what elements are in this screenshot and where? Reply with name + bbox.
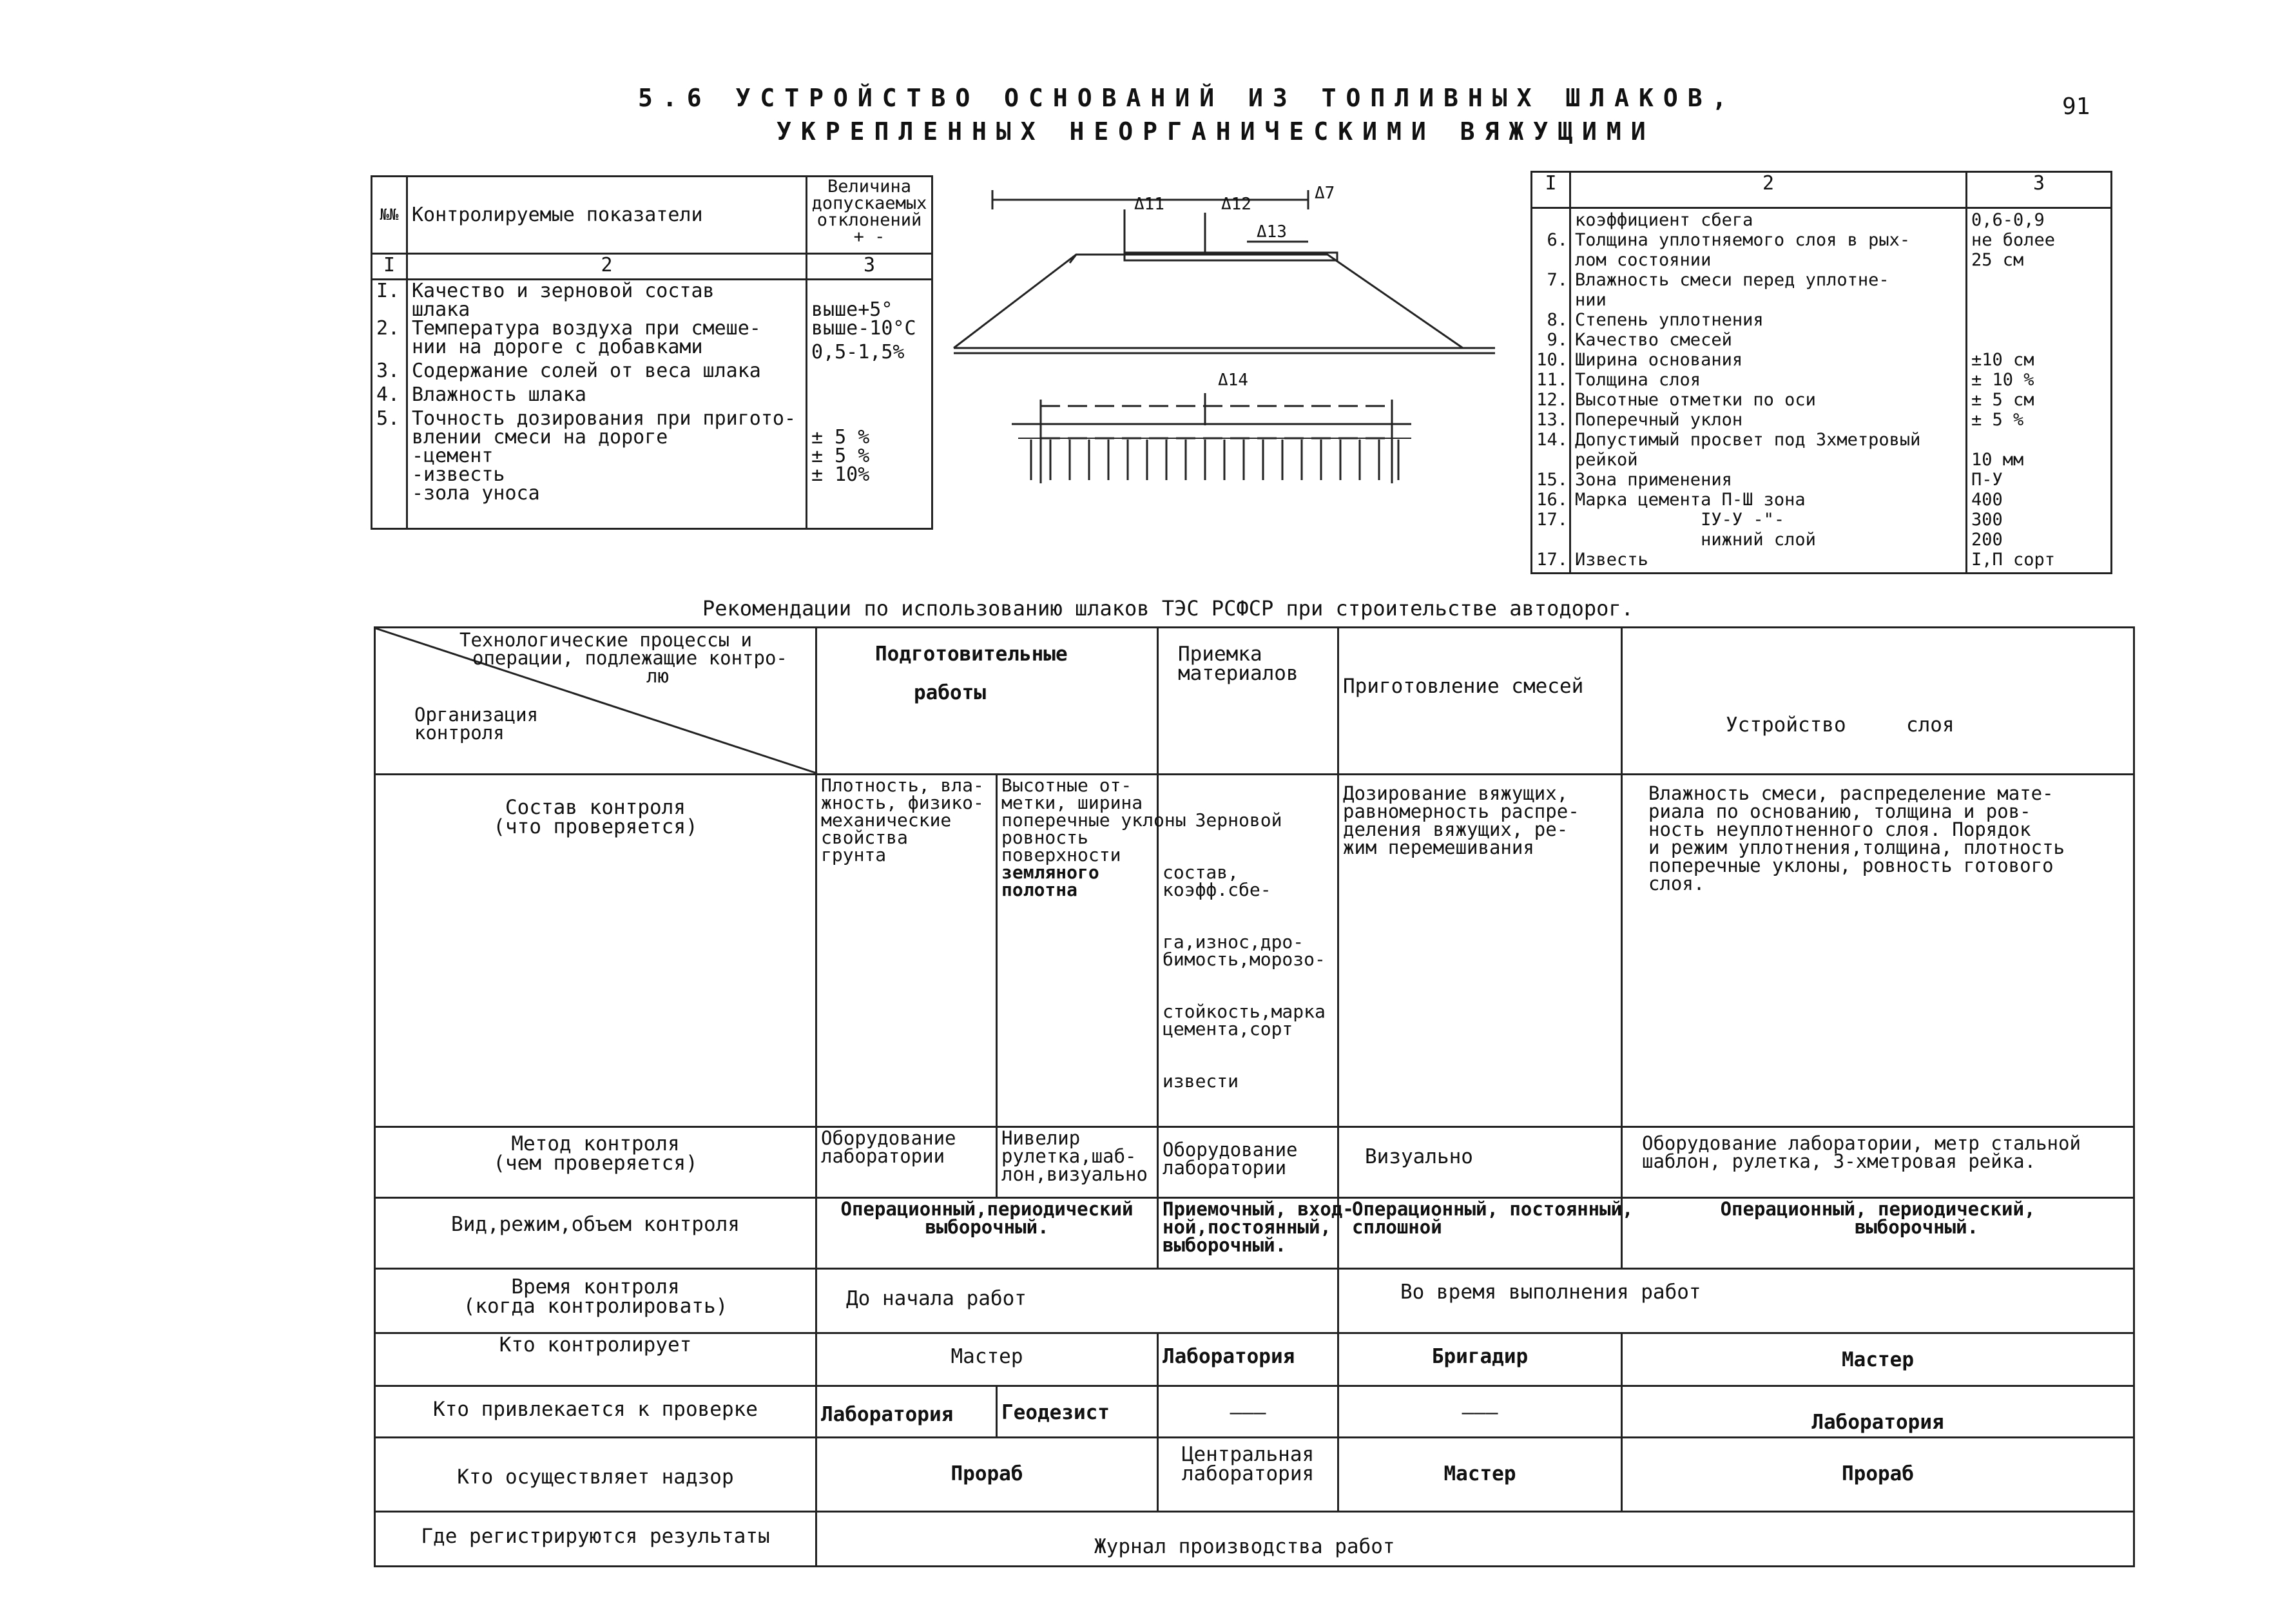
row-numbers: I. 2. 3. 4. 5. (372, 280, 407, 529)
page-number: 91 (2062, 93, 2090, 120)
diag-bottom-text: Организация контроля (414, 704, 539, 744)
row-label-method: Метод контроля (чем проверяется) (375, 1127, 816, 1198)
involved-acceptance: ——— (1158, 1386, 1338, 1438)
dim-label-d11: Δ11 (1134, 195, 1164, 214)
col-header-indicators: Контролируемые показатели (407, 177, 807, 254)
register-journal: Журнал производства работ (816, 1512, 2134, 1567)
tolerance-table-left (371, 175, 933, 530)
who-preparatory: Мастер (816, 1333, 1158, 1386)
diagonal-header-cell (375, 628, 816, 775)
r-tolerance-values: 0,6-0,9 не более 25 см ±10 см ± 10 % ± 5 см ± 5 % 10 мм П-У 400 300 200 I,П сорт (1967, 208, 2112, 574)
tolerance-table-right (1530, 171, 2112, 574)
row-label-composition: Состав контроля (что проверяется) (375, 775, 816, 1127)
dim-label-d14: Δ14 (1218, 371, 1248, 390)
type-layer: Операционный, периодический, выборочный. (1622, 1198, 2134, 1269)
supervision-acceptance: Центральная лаборатория (1158, 1438, 1338, 1512)
method-materials: Оборудование лаборатории (1158, 1127, 1338, 1198)
method-mixing: Визуально (1338, 1127, 1622, 1198)
method-geodesy: Нивелир рулетка,шаб- лон,визуально (997, 1127, 1158, 1198)
col-header-preparatory: Подготовительные работы (816, 628, 1158, 775)
who-mixing: Бригадир (1338, 1333, 1622, 1386)
diag-top-text: Технологические процессы и операции, подлежащие контро- лю (459, 629, 787, 687)
dim-label-d7: Δ7 (1315, 184, 1335, 203)
row-label-type: Вид,режим,объем контроля (375, 1198, 816, 1269)
involved-mixing: ——— (1338, 1386, 1622, 1438)
control-organization-table (374, 626, 2135, 1567)
road-cross-section-diagram (947, 180, 1501, 496)
type-mixing: Операционный, постоянный, сплошной (1338, 1198, 1622, 1269)
col-header-tolerance: Величина допускаемых отклонений + - (807, 177, 932, 254)
indicator-4: Влажность шлака (412, 383, 586, 406)
composition-materials: Зерновой состав, коэфф.сбе- га,износ,дро- бимость,морозо- стойкость,марка цемента,сорт извести (1158, 775, 1338, 1127)
composition-layer: Влажность смеси, распределение мате- риала по основанию, толщина и ров- ность неуплотненного слоя. Порядок и режим уплотнения,толщина, плотность поперечные уклоны, ровность готового слоя. (1622, 775, 2134, 1127)
page-title-line2: УКРЕПЛЕННЫХ НЕОРГАНИЧЕСКИМИ ВЯЖУЩИМИ (777, 117, 1655, 146)
row-label-involved: Кто привлекается к проверке (375, 1386, 816, 1438)
r-indicator-list: коэффициент сбега Толщина уплотняемого слоя в рых- лом состоянии Влажность смеси перед уплотне- нии Степень уплотнения Качество смесей Ширина основания Толщина слоя Высотные отметки по оси Поперечный уклон Допустимый просвет под 3хметровый рейкой Зона применения Марка цемента П-Ш зона IУ-У -"- нижний слой Известь (1570, 208, 1967, 574)
row-label-who: Кто контролирует (375, 1333, 816, 1386)
time-before-work: До начала работ (816, 1269, 1338, 1333)
composition-mixing: Дозирование вяжущих, равномерность распре- деления вяжущих, ре- жим перемешивания (1338, 775, 1622, 1127)
indicator-1: Качество и зерновой состав (412, 280, 715, 302)
colnum-2: 2 (407, 254, 807, 280)
r-colnum-3: 3 (1967, 172, 2112, 208)
composition-soil: Плотность, вла- жность, физико- механические свойства грунта (816, 775, 997, 1127)
row-label-supervision: Кто осуществляет надзор (375, 1438, 816, 1512)
involved-geodesy: Геодезист (997, 1386, 1158, 1438)
tolerance-values: выше+5° выше-10°С 0,5-1,5% ± 5 % ± 5 % ± 10% (807, 280, 932, 529)
who-layer: Мастер (1622, 1333, 2134, 1386)
supervision-layer: Прораб (1622, 1438, 2134, 1512)
indicator-2: Температура воздуха при смеше- (412, 317, 761, 340)
who-acceptance: Лаборатория (1158, 1333, 1338, 1386)
indicator-list: Качество и зерновой состав шлака Температура воздуха при смеше- нии на дороге с добавками Содержание солей от веса шлака Влажность шлака Точность дозирования при пригото- влении смеси на дороге -цемент -известь -зола уноса (407, 280, 807, 529)
col-header-mixing: Приготовление смесей (1338, 628, 1622, 775)
dim-label-d12: Δ12 (1221, 195, 1251, 214)
method-soil: Оборудование лаборатории (816, 1127, 997, 1198)
r-row-numbers: 6. 7. 8. 9. 10. 11. 12. 13. 14. 15. 16. 17. 17. (1532, 208, 1570, 574)
page-title-line1: 5.6 УСТРОЙСТВО ОСНОВАНИЙ ИЗ ТОПЛИВНЫХ ШЛАКОВ, (638, 84, 1737, 112)
involved-layer: Лаборатория (1622, 1386, 2134, 1438)
col-header-number: №№ (372, 177, 407, 254)
col-header-acceptance: Приемка материалов (1158, 628, 1338, 775)
row-label-time: Время контроля (когда контролировать) (375, 1269, 816, 1333)
type-acceptance: Приемочный, вход- ной,постоянный, выборочный. (1158, 1198, 1338, 1269)
involved-soil: Лаборатория (816, 1386, 997, 1438)
indicator-3: Содержание солей от веса шлака (412, 360, 761, 382)
time-during-work: Во время выполнения работ (1338, 1269, 2134, 1333)
row-label-register: Где регистрируются результаты (375, 1512, 816, 1567)
method-layer: Оборудование лаборатории, метр стальной шаблон, рулетка, 3-хметровая рейка. (1622, 1127, 2134, 1198)
r-colnum-1: I (1532, 172, 1570, 208)
embankment-profile (954, 255, 1463, 348)
colnum-1: I (372, 254, 407, 280)
col-header-layer: Устройство слоя (1622, 628, 2134, 775)
supervision-mixing: Мастер (1338, 1438, 1622, 1512)
indicator-5: Точность дозирования при пригото- (412, 407, 796, 430)
main-table-caption: Рекомендации по использованию шлаков ТЭС РСФСР при строительстве автодорог. (702, 596, 1634, 621)
r-colnum-2: 2 (1570, 172, 1967, 208)
composition-geodesy: Высотные от- метки, ширина поперечные уклоны ровность поверхности земляного полотна (997, 775, 1158, 1127)
supervision-preparatory: Прораб (816, 1438, 1158, 1512)
colnum-3: 3 (807, 254, 932, 280)
dim-label-d13: Δ13 (1257, 222, 1287, 242)
type-preparatory: Операционный,периодический выборочный. (816, 1198, 1158, 1269)
